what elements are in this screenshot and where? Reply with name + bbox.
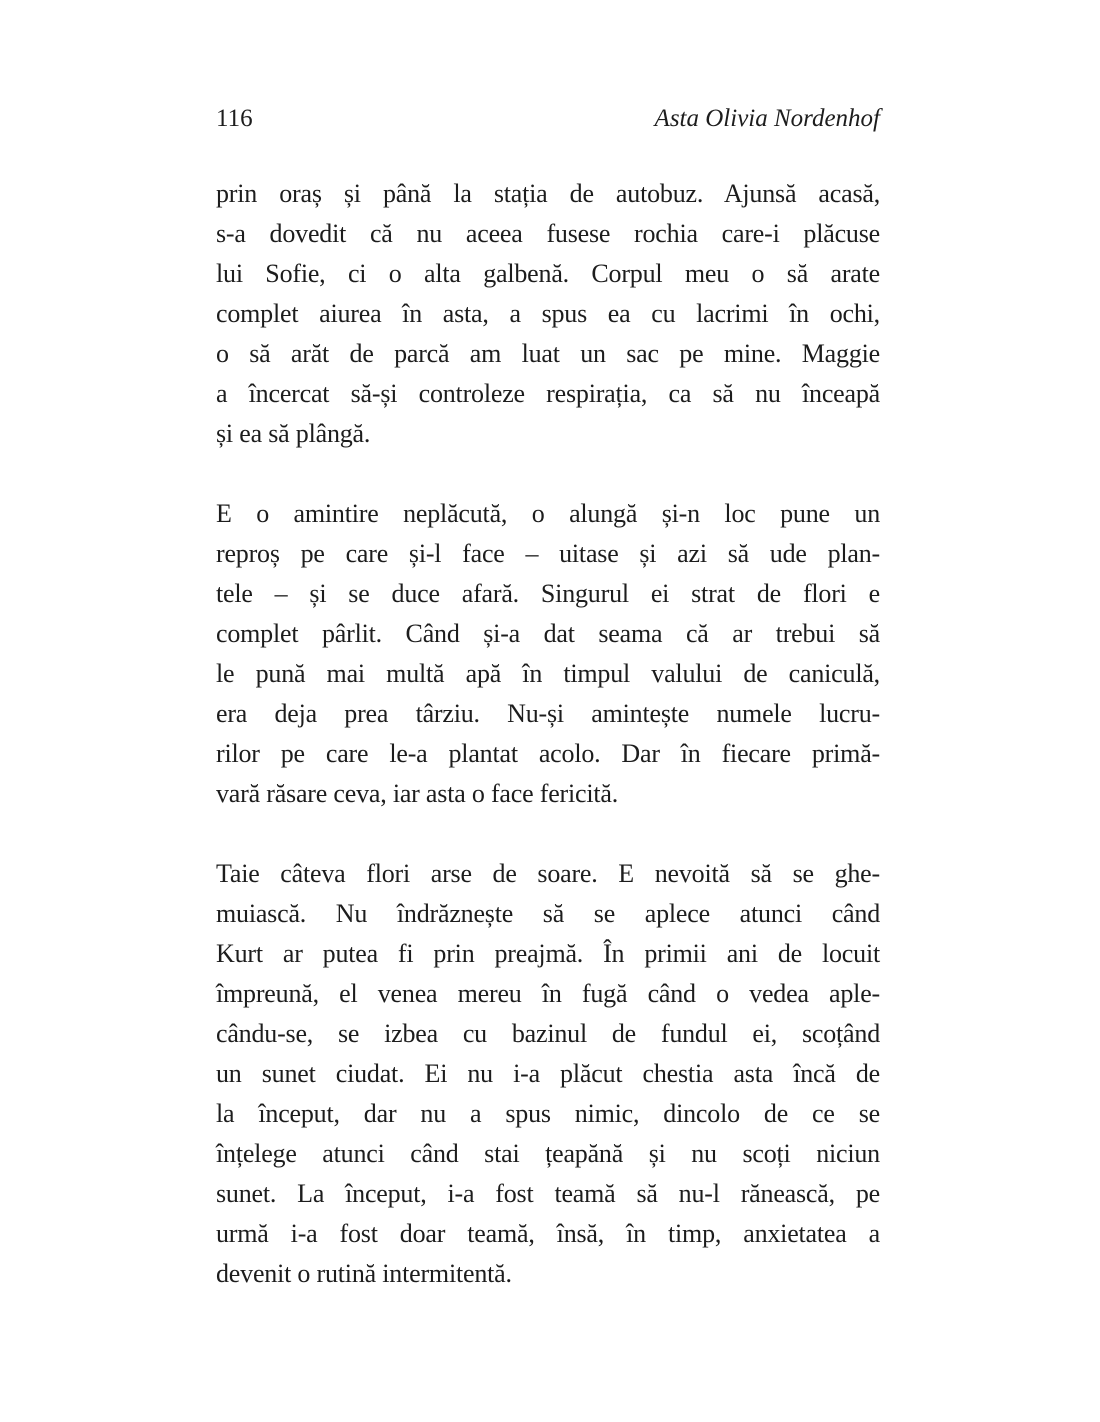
text-block [216, 104, 880, 1334]
text-line: și ea să plângă. [216, 419, 371, 448]
text-line: s-a dovedit că nu aceea fusese rochia care-i plăcuse [216, 219, 880, 248]
running-head-author: Asta Olivia Nordenhof [654, 105, 880, 132]
paragraph [216, 494, 880, 814]
text-line: sunet. La început, i-a fost teamă să nu-l rănească, pe [216, 1179, 880, 1208]
running-header [216, 104, 880, 134]
text-line: urmă i-a fost doar teamă, însă, în timp, anxietatea a [216, 1219, 880, 1248]
text-line: reproș pe care și-l face – uitase și azi să ude plan- [216, 539, 880, 568]
page-number: 116 [216, 105, 253, 132]
page-body [216, 174, 880, 1294]
text-line: prin oraș și până la stația de autobuz. Ajunsă acasă, [216, 179, 880, 208]
text-line: Kurt ar putea fi prin preajmă. În primii ani de locuit [216, 939, 880, 968]
text-line: o să arăt de parcă am luat un sac pe mine. Maggie [216, 339, 880, 368]
text-line: rilor pe care le-a plantat acolo. Dar în fiecare primă- [216, 739, 880, 768]
paragraph [216, 174, 880, 454]
text-line: un sunet ciudat. Ei nu i-a plăcut chestia asta încă de [216, 1059, 880, 1088]
text-line: împreună, el venea mereu în fugă când o vedea aple- [216, 979, 880, 1008]
text-line: tele – și se duce afară. Singurul ei strat de flori e [216, 579, 880, 608]
paragraph [216, 854, 880, 1294]
text-line: era deja prea târziu. Nu-și amintește numele lucru- [216, 699, 880, 728]
text-line: le pună mai multă apă în timpul valului de caniculă, [216, 659, 880, 688]
text-line: vară răsare ceva, iar asta o face fericită. [216, 779, 619, 808]
text-line: devenit o rutină intermitentă. [216, 1259, 512, 1288]
text-line: a încercat să-și controleze respirația, ca să nu înceapă [216, 379, 880, 408]
text-line: cându-se, se izbea cu bazinul de fundul ei, scoțând [216, 1019, 880, 1048]
text-line: complet aiurea în asta, a spus ea cu lacrimi în ochi, [216, 299, 880, 328]
text-line: complet pârlit. Când și-a dat seama că ar trebui să [216, 619, 880, 648]
text-line: Taie câteva flori arse de soare. E nevoită să se ghe- [216, 859, 880, 888]
text-line: lui Sofie, ci o alta galbenă. Corpul meu o să arate [216, 259, 880, 288]
text-line: muiască. Nu îndrăznește să se aplece atunci când [216, 899, 880, 928]
text-line: E o amintire neplăcută, o alungă și-n loc pune un [216, 499, 880, 528]
text-line: la început, dar nu a spus nimic, dincolo de ce se [216, 1099, 880, 1128]
text-line: înțelege atunci când stai țeapănă și nu scoți niciun [216, 1139, 880, 1168]
